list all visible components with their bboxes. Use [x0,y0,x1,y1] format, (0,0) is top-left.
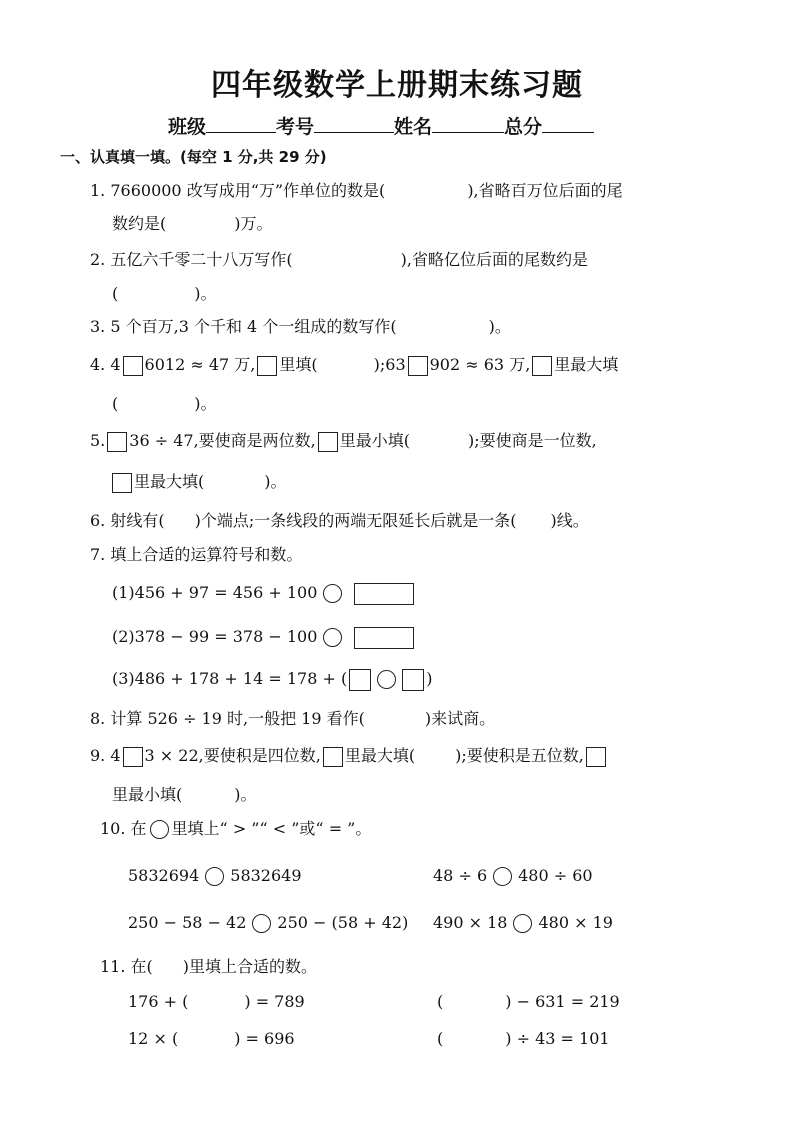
q7-2-circle[interactable] [323,628,342,647]
q2-text-a: 2. 五亿六千零二十八万写作( [90,250,293,269]
q4-text-h: )。 [194,394,217,413]
equation-3-text-b: ) = 696 [234,1029,295,1048]
equation-1-text-b: ) = 789 [244,992,305,1011]
q4-text-c: 里填( [279,355,318,374]
equation-3-text-a: 12 × ( [128,1029,179,1048]
compare-2-right: 480 ÷ 60 [518,866,593,885]
q2-text-d: )。 [194,284,217,303]
q7-3-text-a: (3)486 + 178 + 14 = 178 + ( [112,669,348,688]
q8-text-b: )来试商。 [424,709,496,728]
q9-text-b: 3 × 22,要使积是四位数, [144,746,321,765]
question-8 [90,708,495,730]
score-field[interactable] [542,114,594,133]
equation-4-text-a: ( [437,1029,444,1048]
compare-1-right: 5832649 [230,866,302,885]
equation-2-text-a: ( [437,992,444,1011]
q7-2-box[interactable] [354,627,414,649]
compare-3-left: 250 − 58 − 42 [128,913,247,932]
question-3 [90,316,511,338]
q4-square-2 [257,356,277,376]
question-1-line-1 [90,180,623,202]
compare-4-left: 490 × 18 [433,913,508,932]
circle-icon [150,820,169,839]
q9-text-f: )。 [234,785,257,804]
name-label: 姓名 [394,116,433,138]
q9-text-d: );要使积是五位数, [455,746,584,765]
q9-square-2 [323,747,343,767]
compare-4 [433,912,613,934]
class-label: 班级 [168,116,207,138]
q4-text-a: 4. 4 [90,355,121,374]
q9-text-c: 里最大填( [344,746,416,765]
q9-text-a: 9. 4 [90,746,121,765]
exam-no-label: 考号 [276,116,315,138]
q4-text-d: );63 [373,355,406,374]
q6-text-c: )线。 [550,511,589,530]
q1-text-a: 1. 7660000 改写成用“万”作单位的数是( [90,181,386,200]
compare-1-circle[interactable] [205,867,224,886]
question-7-3 [112,668,432,691]
equation-4-text-b: ) ÷ 43 = 101 [505,1029,610,1048]
q5-text-d: );要使商是一位数, [468,431,597,450]
question-2-line-1 [90,249,588,271]
question-10 [100,818,371,840]
q5-square-3 [112,473,132,493]
question-6 [90,510,589,532]
q4-text-e: 902 ≈ 63 万, [429,355,531,374]
equation-2 [437,991,620,1013]
q6-text-b: )个端点;一条线段的两端无限延长后就是一条( [194,511,517,530]
q5-square-1[interactable] [107,432,127,452]
exam-no-field[interactable] [314,114,394,133]
question-2-line-2 [112,283,217,305]
equation-4 [437,1028,610,1050]
q5-text-a: 5. [90,431,106,450]
compare-1 [128,865,302,887]
q7-3-text-b: ) [426,669,433,688]
q11-text-b: )里填上合适的数。 [182,957,318,976]
q1-text-c: 数约是( [112,214,167,233]
q5-square-2 [318,432,338,452]
class-field[interactable] [206,114,276,133]
q10-text-b: 里填上“ > ”“ < ”或“ = ”。 [171,819,372,838]
section-heading: 一、认真填一填。(每空 1 分,共 29 分) [60,148,327,166]
q7-1-circle[interactable] [323,584,342,603]
q2-text-c: ( [112,284,119,303]
question-7: 7. 填上合适的运算符号和数。 [90,545,303,564]
question-9-line-2 [112,784,257,806]
q10-text-a: 10. 在 [100,819,147,838]
q5-text-b: 36 ÷ 47,要使商是两位数, [129,431,316,450]
q7-1-text: (1)456 + 97 = 456 + 100 [112,583,318,602]
score-label: 总分 [504,116,543,138]
q2-text-b: ),省略亿位后面的尾数约是 [400,250,588,269]
q1-text-b: ),省略百万位后面的尾 [467,181,623,200]
q9-text-e: 里最小填( [112,785,183,804]
compare-2-left: 48 ÷ 6 [433,866,488,885]
page-title: 四年级数学上册期末练习题 [211,68,583,103]
question-9-line-1 [90,745,608,767]
q7-1-box[interactable] [354,583,414,605]
question-4-line-2 [112,393,217,415]
equation-1 [128,991,305,1013]
question-5-line-1 [90,430,597,452]
compare-4-circle[interactable] [513,914,532,933]
question-5-line-2 [110,471,287,493]
name-field[interactable] [432,114,504,133]
compare-3-circle[interactable] [252,914,271,933]
q5-text-c: 里最小填( [339,431,410,450]
q7-3-circle[interactable] [377,670,396,689]
question-4-line-1 [90,354,618,376]
equation-3 [128,1028,295,1050]
compare-3-right: 250 − (58 + 42) [277,913,409,932]
question-1-line-2 [112,213,273,235]
q9-square-1[interactable] [123,747,143,767]
q9-square-3 [586,747,606,767]
q7-3-square-2[interactable] [402,669,424,691]
q1-text-d: )万。 [234,214,273,233]
q5-text-e: 里最大填( [134,472,205,491]
compare-3 [128,912,408,934]
compare-1-left: 5832694 [128,866,200,885]
equation-2-text-b: ) − 631 = 219 [505,992,620,1011]
q6-text-a: 6. 射线有( [90,511,165,530]
compare-2 [433,865,593,887]
q3-text-a: 3. 5 个百万,3 个千和 4 个一组成的数写作( [90,317,397,336]
equation-1-text-a: 176 + ( [128,992,189,1011]
q11-text-a: 11. 在( [100,957,153,976]
compare-4-right: 480 × 19 [538,913,613,932]
question-11 [100,956,317,978]
q4-text-g: ( [112,394,119,413]
q4-square-3[interactable] [408,356,428,376]
q5-text-f: )。 [264,472,287,491]
q4-text-b: 6012 ≈ 47 万, [144,355,256,374]
question-7-1 [112,582,414,605]
student-info-row [168,112,594,139]
q3-text-b: )。 [488,317,511,336]
q7-3-square-1[interactable] [349,669,371,691]
q4-text-f: 里最大填 [554,355,619,374]
q4-square-4 [532,356,552,376]
q4-square-1[interactable] [123,356,143,376]
q8-text-a: 8. 计算 526 ÷ 19 时,一般把 19 看作( [90,709,365,728]
compare-2-circle[interactable] [493,867,512,886]
q7-2-text: (2)378 − 99 = 378 − 100 [112,627,318,646]
question-7-2 [112,626,414,649]
